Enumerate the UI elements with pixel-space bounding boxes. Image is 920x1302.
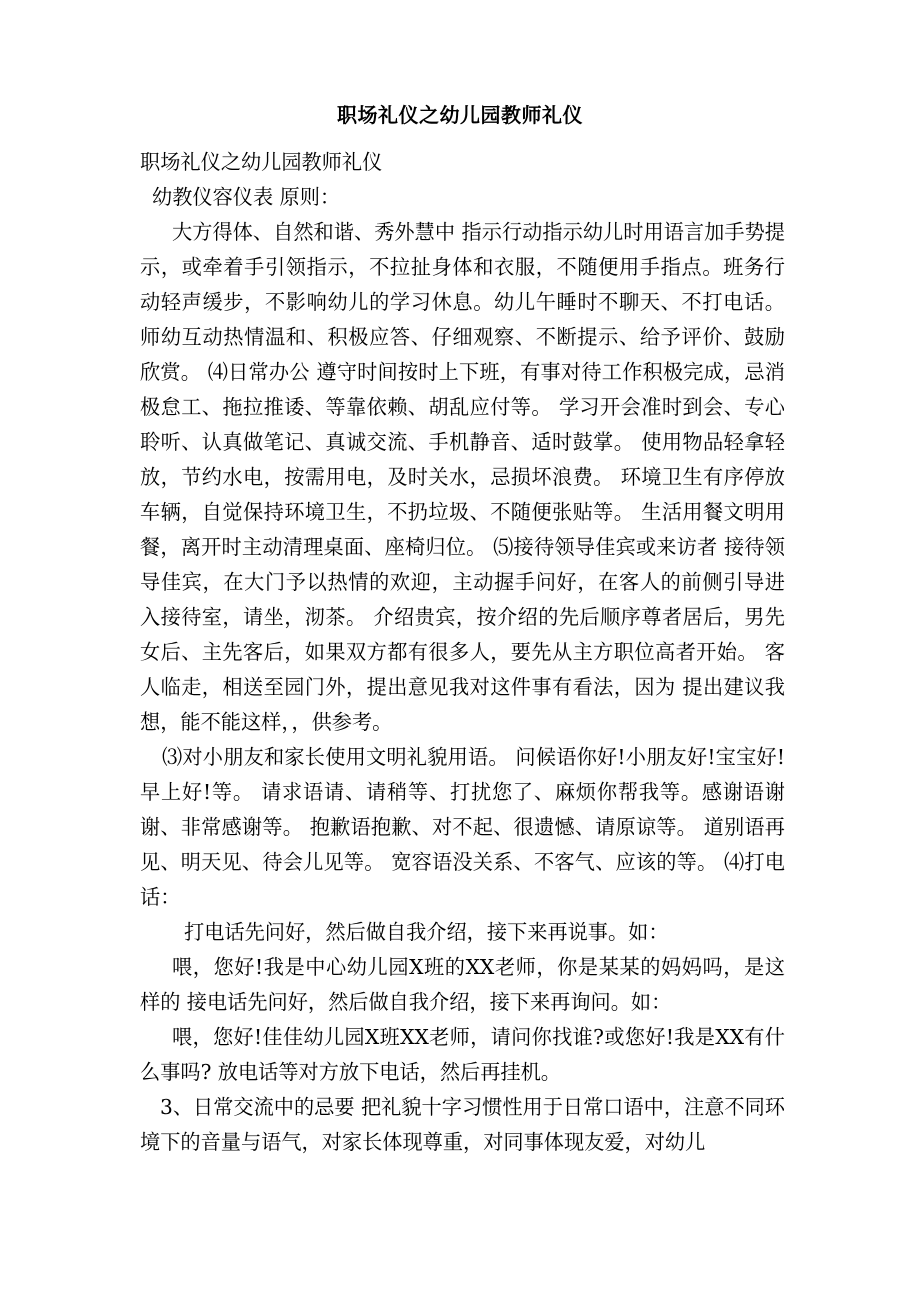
document-subtitle: 职场礼仪之幼儿园教师礼仪 [140,150,383,174]
paragraph-phone-call-intro: 打电话先问好，然后做自我介绍，接下来再说事。如： [184,920,669,944]
paragraph-etiquette-rules: 大方得体、自然和谐、秀外慧中 指示行动指示幼儿时用语言加手势提示，或牵着手引领指示，不拉扯身体和衣服，不随便用手指点。班务行动轻声缓步，不影响幼儿的学习休息。幼儿午睡时不聊天、不打电话。 师幼互动热情温和、积极应答、仔细观察、不断提示、给予评价、鼓励欣赏。 ⑷日常办公 遵守时间按时上下班，有事对待工作积极完成，忌消极怠工、拖拉推诿、等靠依赖、胡乱应付等。 学习开会准时到会、专心聆听、认真做笔记、真诚交流、手机静音、适时鼓掌。 使用物品轻拿轻放，节约水电，按需用电，及时关水，忌损坏浪费。 环境卫生有序停放车辆，自觉保持环境卫生，不扔垃圾、不随便张贴等。 生活用餐文明用餐，离开时主动清理桌面、座椅归位。 ⑸接待领导佳宾或来访者 接待领导佳宾，在大门予以热情的欢迎，主动握手问好，在客人的前侧引导进入接待室，请坐，沏茶。 介绍贵宾，按介绍的先后顺序尊者居后，男先女后、主先客后，如果双方都有很多人，要先从主方职位高者开始。 客人临走，相送至园门外，提出意见我对这件事有看法，因为 提出建议我想，能不能这样，，供参考。 [140,220,785,734]
paragraph-polite-language: ⑶对小朋友和家长使用文明礼貌用语。 问候语你好!小朋友好!宝宝好!早上好!等。 请求语请、请稍等、打扰您了、麻烦你帮我等。感谢语谢谢、非常感谢等。 抱歉语抱歉、对不起、很遗憾、请原谅等。 道别语再见、明天见、待会儿见等。 宽容语没关系、不客气、应该的等。 ⑷打电话： [140,745,785,909]
document-title: 职场礼仪之幼儿园教师礼仪 [337,103,583,127]
principle-heading: 幼教仪容仪表 原则： [152,185,341,209]
paragraph-phone-answer-example: 喂，您好!佳佳幼儿园X班XX老师，请问你找谁?或您好!我是XX有什么事吗? 放电话等对方放下电话，然后再挂机。 [140,1025,785,1084]
paragraph-daily-communication: 3、日常交流中的忌要 把礼貌十字习惯性用于日常口语中，注意不同环境下的音量与语气，对家长体现尊重，对同事体现友爱，对幼儿 [140,1095,785,1154]
document-body [140,145,785,1160]
paragraph-phone-call-example: 喂，您好!我是中心幼儿园X班的XX老师，你是某某的妈妈吗，是这样的 接电话先问好，然后做自我介绍，接下来再询问。如： [140,955,785,1014]
